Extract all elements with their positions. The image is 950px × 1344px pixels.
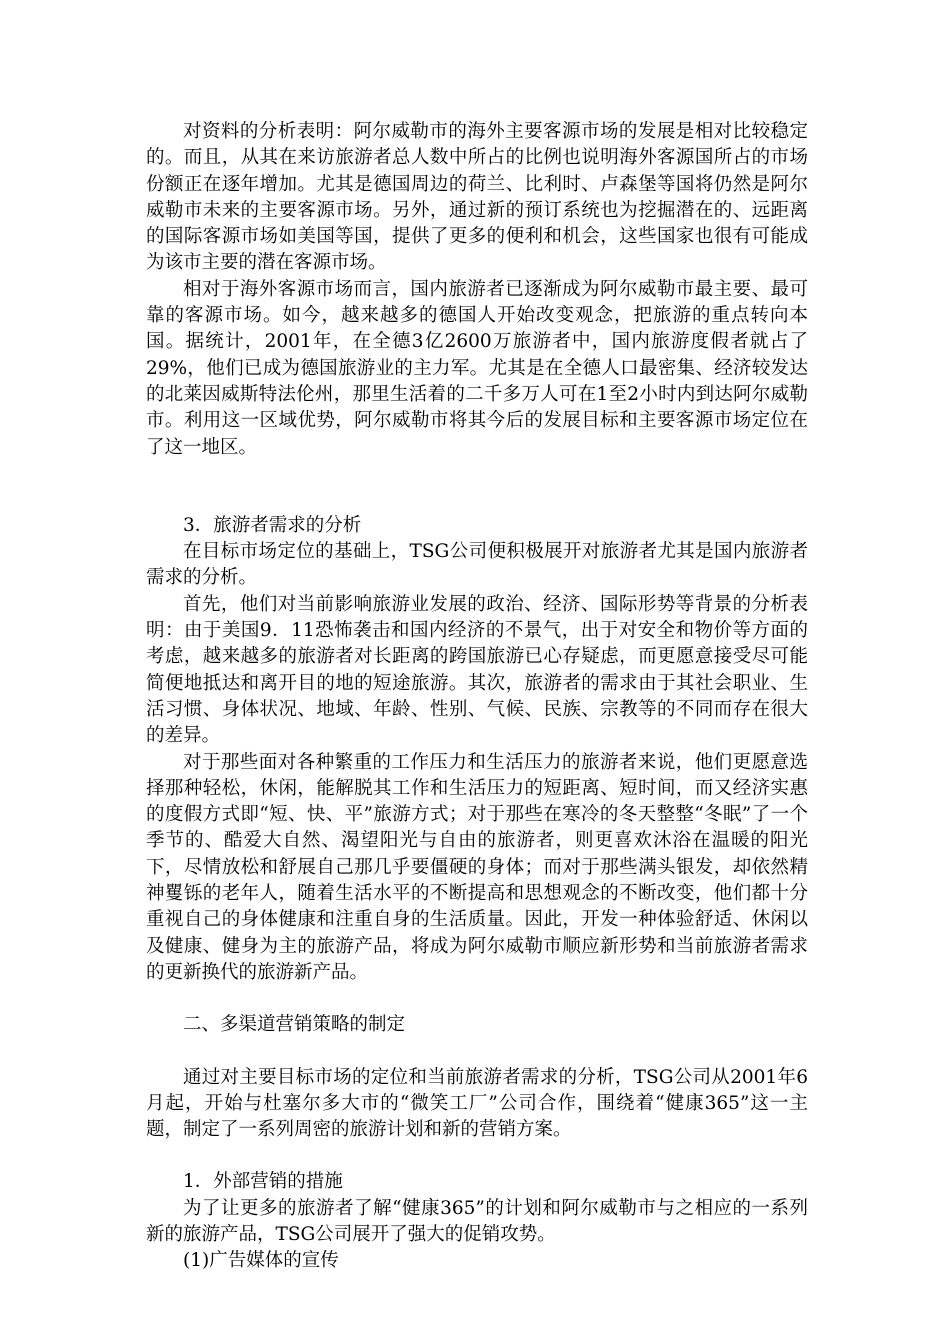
spacer [146,1039,808,1065]
section-heading-external-marketing: 1．外部营销的措施 [183,1171,343,1193]
paragraph-demand-intro: 在目标市场定位的基础上，TSG公司便积极展开对旅游者尤其是国内旅游者需求的分析。 [146,541,808,589]
spacer [146,487,808,513]
paragraph-overseas-market: 对资料的分析表明：阿尔威勒市的海外主要客源市场的发展是相对比较稳定的。而且，从其在来访旅游者总人数中所占的比例也说明海外客源国所占的市场份额正在逐年增加。尤其是德国周边的荷兰、比利时、卢森堡等国将仍然是阿尔威勒市未来的主要客源市场。另外，通过新的预订系统也为挖掘潜在的、远距离的国际客源市场如美国等国，提供了更多的便利和机会，这些国家也很有可能成为该市主要的潜在客源市场。 [146,121,808,274]
document-page [146,119,808,1275]
chapter-heading-marketing-strategy: 二、多渠道营销策略的制定 [183,1014,406,1036]
subsection-heading-advertising: (1)广告媒体的宣传 [183,1250,339,1272]
spacer [146,461,808,487]
paragraph-promotion: 为了让更多的旅游者了解“健康365”的计划和阿尔威勒市与之相应的一系列新的旅游产品，TSG公司展开了强大的促销攻势。 [146,1197,808,1245]
paragraph-traveler-types: 对于那些面对各种繁重的工作压力和生活压力的旅游者来说，他们更愿意选择那种轻松，休闲，能解脱其工作和生活压力的短距离、短时间，而又经济实惠的度假方式即“短、快、平”旅游方式；对于那些在寒冷的冬天整整“冬眠”了一个季节的、酷爱大自然、渴望阳光与自由的旅游者，则更喜欢沐浴在温暖的阳光下，尽情放松和舒展自己那几乎要僵硬的身体；而对于那些满头银发，却依然精神矍铄的老年人，随着生活水平的不断提高和思想观念的不断改变，他们都十分重视自己的身体健康和注重自身的生活质量。因此，开发一种体验舒适、休闲以及健康、健身为主的旅游产品，将成为阿尔威勒市顺应新形势和当前旅游者需求的更新换代的旅游新产品。 [146,751,808,983]
paragraph-background-analysis: 首先，他们对当前影响旅游业发展的政治、经济、国际形势等背景的分析表明：由于美国9．11恐怖袭击和国内经济的不景气，出于对安全和物价等方面的考虑，越来越多的旅游者对长距离的跨国旅游已心存疑虑，而更愿意接受尽可能简便地抵达和离开目的地的短途旅游。其次，旅游者的需求由于其社会职业、生活习惯、身体状况、地域、年龄、性别、气候、民族、宗教等的不同而存在很大的差异。 [146,593,808,747]
spacer [146,986,808,1012]
paragraph-marketing-plan: 通过对主要目标市场的定位和当前旅游者需求的分析，TSG公司从2001年6月起，开始与杜塞尔多大市的“微笑工厂”公司合作，围绕着“健康365”这一主题，制定了一系列周密的旅游计划和新的营销方案。 [146,1066,808,1141]
section-heading-demand-analysis: 3．旅游者需求的分析 [183,514,362,536]
paragraph-domestic-market: 相对于海外客源市场而言，国内旅游者已逐渐成为阿尔威勒市最主要、最可靠的客源市场。如今，越来越多的德国人开始改变观念，把旅游的重点转向本国。据统计，2001年，在全德3亿2600万旅游者中，国内旅游度假者就占了29%，他们已成为德国旅游业的主力军。尤其是在全德人口最密集、经济较发达的北莱因威斯特法伦州，那里生活着的二千多万人可在1至2小时内到达阿尔威勒市。利用这一区域优势，阿尔威勒市将其今后的发展目标和主要客源市场定位在了这一地区。 [146,278,808,458]
spacer [146,1143,808,1169]
